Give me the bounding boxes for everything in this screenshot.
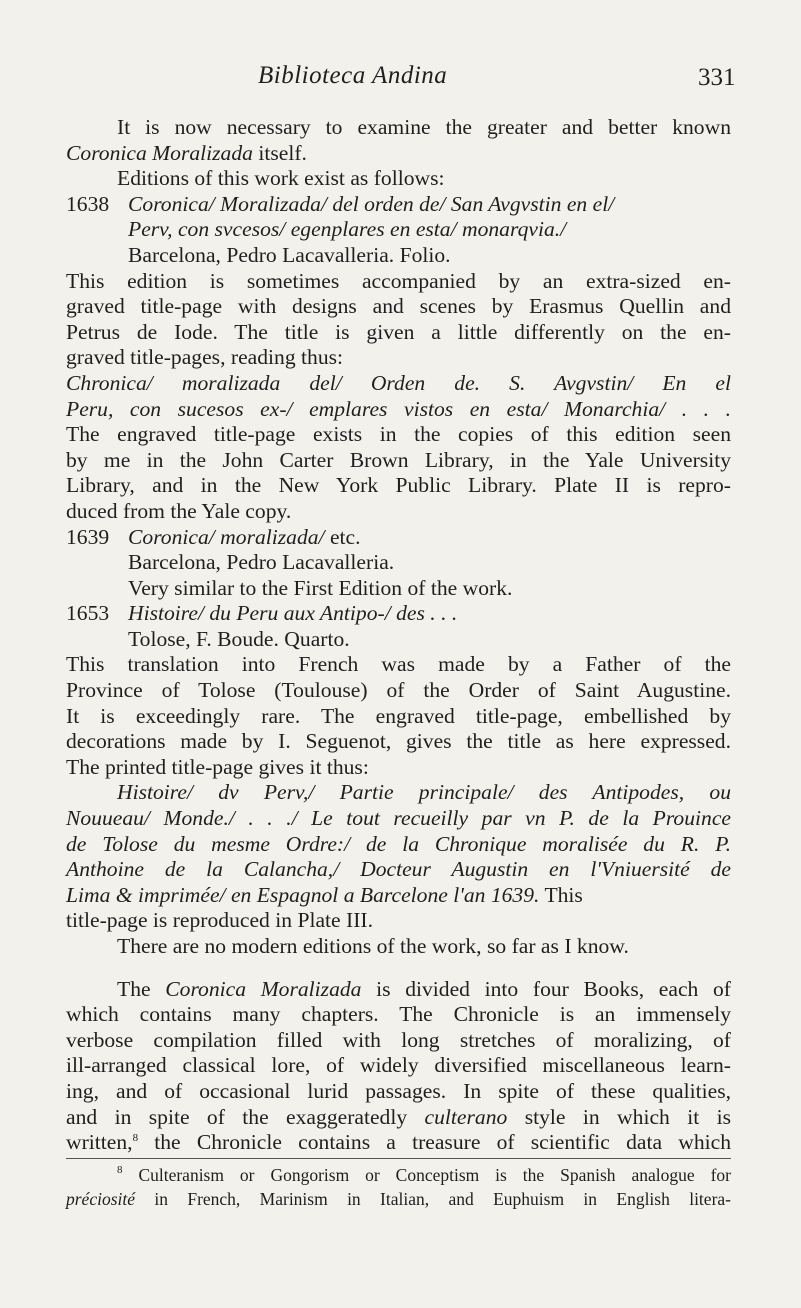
- quoted-title-line: [66, 780, 731, 806]
- paragraph-line: This translation into French was made by a Father of the: [66, 652, 731, 677]
- edition-1653-title-line: [66, 601, 731, 627]
- paragraph-line: The printed title-page gives it thus:: [66, 754, 369, 779]
- quoted-title: de Tolose du mesme Ordre:/ de la Chronique moralisée du R. P.: [66, 831, 731, 856]
- quoted-title: Histoire/ dv Perv,/ Partie principale/ des Antipodes, ou: [117, 780, 731, 805]
- text-span: in French, Marinism in Italian, and Euphuism in English litera-: [135, 1188, 731, 1209]
- edition-year: 1639: [66, 524, 110, 549]
- edition-title: Histoire/ du Peru aux Antipo-/ des . . .: [128, 601, 458, 626]
- foreign-term: préciosité: [66, 1188, 136, 1209]
- quoted-title: Nouueau/ Monde./ . . ./ Le tout recueilly par vn P. de la Prouince: [66, 806, 731, 831]
- footnote-rule: [66, 1158, 731, 1159]
- running-title: Biblioteca Andina: [258, 62, 448, 89]
- quoted-title: Chronica/ moralizada del/ Orden de. S. Avgvstin/ En el: [66, 370, 731, 395]
- paragraph-line: ing, and of occasional lurid passages. In spite of these qualities,: [66, 1078, 731, 1103]
- quoted-title: Lima & imprimée/ en Espagnol a Barcelone l'an 1639.: [66, 882, 540, 907]
- paragraph-line: Petrus de Iode. The title is given a little differently on the en-: [66, 319, 731, 344]
- footnote-line: [66, 1163, 731, 1187]
- quoted-title-line: [66, 806, 731, 832]
- edition-year: 1653: [66, 601, 110, 626]
- paragraph-line: It is now necessary to examine the greater and better known: [117, 115, 731, 139]
- work-title: Coronica Moralizada: [165, 976, 362, 1001]
- body-text: [66, 115, 731, 1211]
- text-span: the Chronicle contains a treasure of scientific data which: [138, 1130, 731, 1155]
- quoted-title: Anthoine de la Calancha,/ Docteur Augustin en l'Vniuersité de: [66, 857, 731, 882]
- paragraph-line: graved title-page with designs and scenes by Erasmus Quellin and: [66, 294, 731, 319]
- text-span: style in which it is: [507, 1104, 731, 1129]
- paragraph-line: There are no modern editions of the work, so far as I know.: [117, 934, 629, 958]
- text-span: etc.: [324, 524, 361, 549]
- footnote-mark: 8: [117, 1163, 123, 1176]
- page-number: 331: [698, 64, 736, 91]
- paragraph-line: Province of Tolose (Toulouse) of the Order of Saint Augustine.: [66, 678, 731, 703]
- paragraph-line: [66, 141, 731, 167]
- paragraph-line: Library, and in the New York Public Library. Plate II is repro-: [66, 473, 731, 498]
- edition-imprint: Barcelona, Pedro Lacavalleria.: [128, 550, 395, 575]
- text-span: and in spite of the exaggeratedly: [66, 1104, 425, 1129]
- text-span: The: [117, 976, 166, 1001]
- paragraph-line: decorations made by I. Seguenot, gives the title as here expressed.: [66, 729, 731, 754]
- paragraph-line: by me in the John Carter Brown Library, in the Yale University: [66, 447, 731, 472]
- page-header: [0, 62, 801, 102]
- edition-1638-title-line: [66, 192, 731, 218]
- paragraph-line: [66, 1130, 731, 1156]
- paragraph-line: It is exceedingly rare. The engraved title-page, embellished by: [66, 703, 731, 728]
- work-title: Coronica Moralizada: [66, 140, 253, 165]
- paragraph-line: The engraved title-page exists in the copies of this edition seen: [66, 422, 731, 447]
- paragraph-line: title-page is reproduced in Plate III.: [66, 908, 373, 933]
- paragraph-line: duced from the Yale copy.: [66, 498, 292, 523]
- text-span: This: [539, 882, 583, 907]
- style-term: culterano: [424, 1104, 508, 1129]
- edition-title: Perv, con svcesos/ egenplares en esta/ monarqvia./: [128, 217, 567, 242]
- paragraph-line: which contains many chapters. The Chronicle is an immensely: [66, 1002, 731, 1027]
- paragraph-line: verbose compilation filled with long stretches of moralizing, of: [66, 1027, 731, 1052]
- paragraph-gap: [66, 960, 731, 977]
- text-span: written,: [66, 1130, 133, 1155]
- text-span: Culteranism or Gongorism or Conceptism is the Spanish analogue for: [122, 1164, 731, 1185]
- footnote-reference: 8: [132, 1132, 139, 1145]
- edition-title: Coronica/ Moralizada/ del orden de/ San Avgvstin en el/: [128, 191, 615, 216]
- quoted-title-line: [66, 883, 731, 909]
- edition-year: 1638: [66, 191, 110, 216]
- paragraph-line: [66, 977, 731, 1003]
- paragraph-line: graved title-pages, reading thus:: [66, 345, 344, 370]
- edition-1639-title-line: [66, 525, 731, 551]
- paragraph-line: ill-arranged classical lore, of widely diversified miscellaneous learn-: [66, 1053, 731, 1078]
- footnote-line: [66, 1187, 731, 1211]
- quoted-title-line: [66, 397, 731, 423]
- paragraph-line: Editions of this work exist as follows:: [117, 166, 445, 191]
- edition-imprint: Tolose, F. Boude. Quarto.: [128, 626, 350, 651]
- edition-note: Very similar to the First Edition of the work.: [128, 575, 513, 600]
- quoted-title-line: [66, 857, 731, 883]
- paragraph-line: This edition is sometimes accompanied by an extra-sized en-: [66, 268, 731, 293]
- paragraph-line: [66, 1105, 731, 1131]
- text-span: is divided into four Books, each of: [361, 976, 731, 1001]
- quoted-title: Peru, con sucesos ex-/ emplares vistos en esta/ Monarchia/ . . .: [66, 396, 731, 421]
- text-span: itself.: [252, 140, 307, 165]
- edition-imprint: Barcelona, Pedro Lacavalleria. Folio.: [128, 242, 451, 267]
- edition-title: Coronica/ moralizada/: [128, 524, 325, 549]
- quoted-title-line: [66, 832, 731, 858]
- quoted-title-line: [66, 371, 731, 397]
- edition-title-continuation: [66, 217, 731, 243]
